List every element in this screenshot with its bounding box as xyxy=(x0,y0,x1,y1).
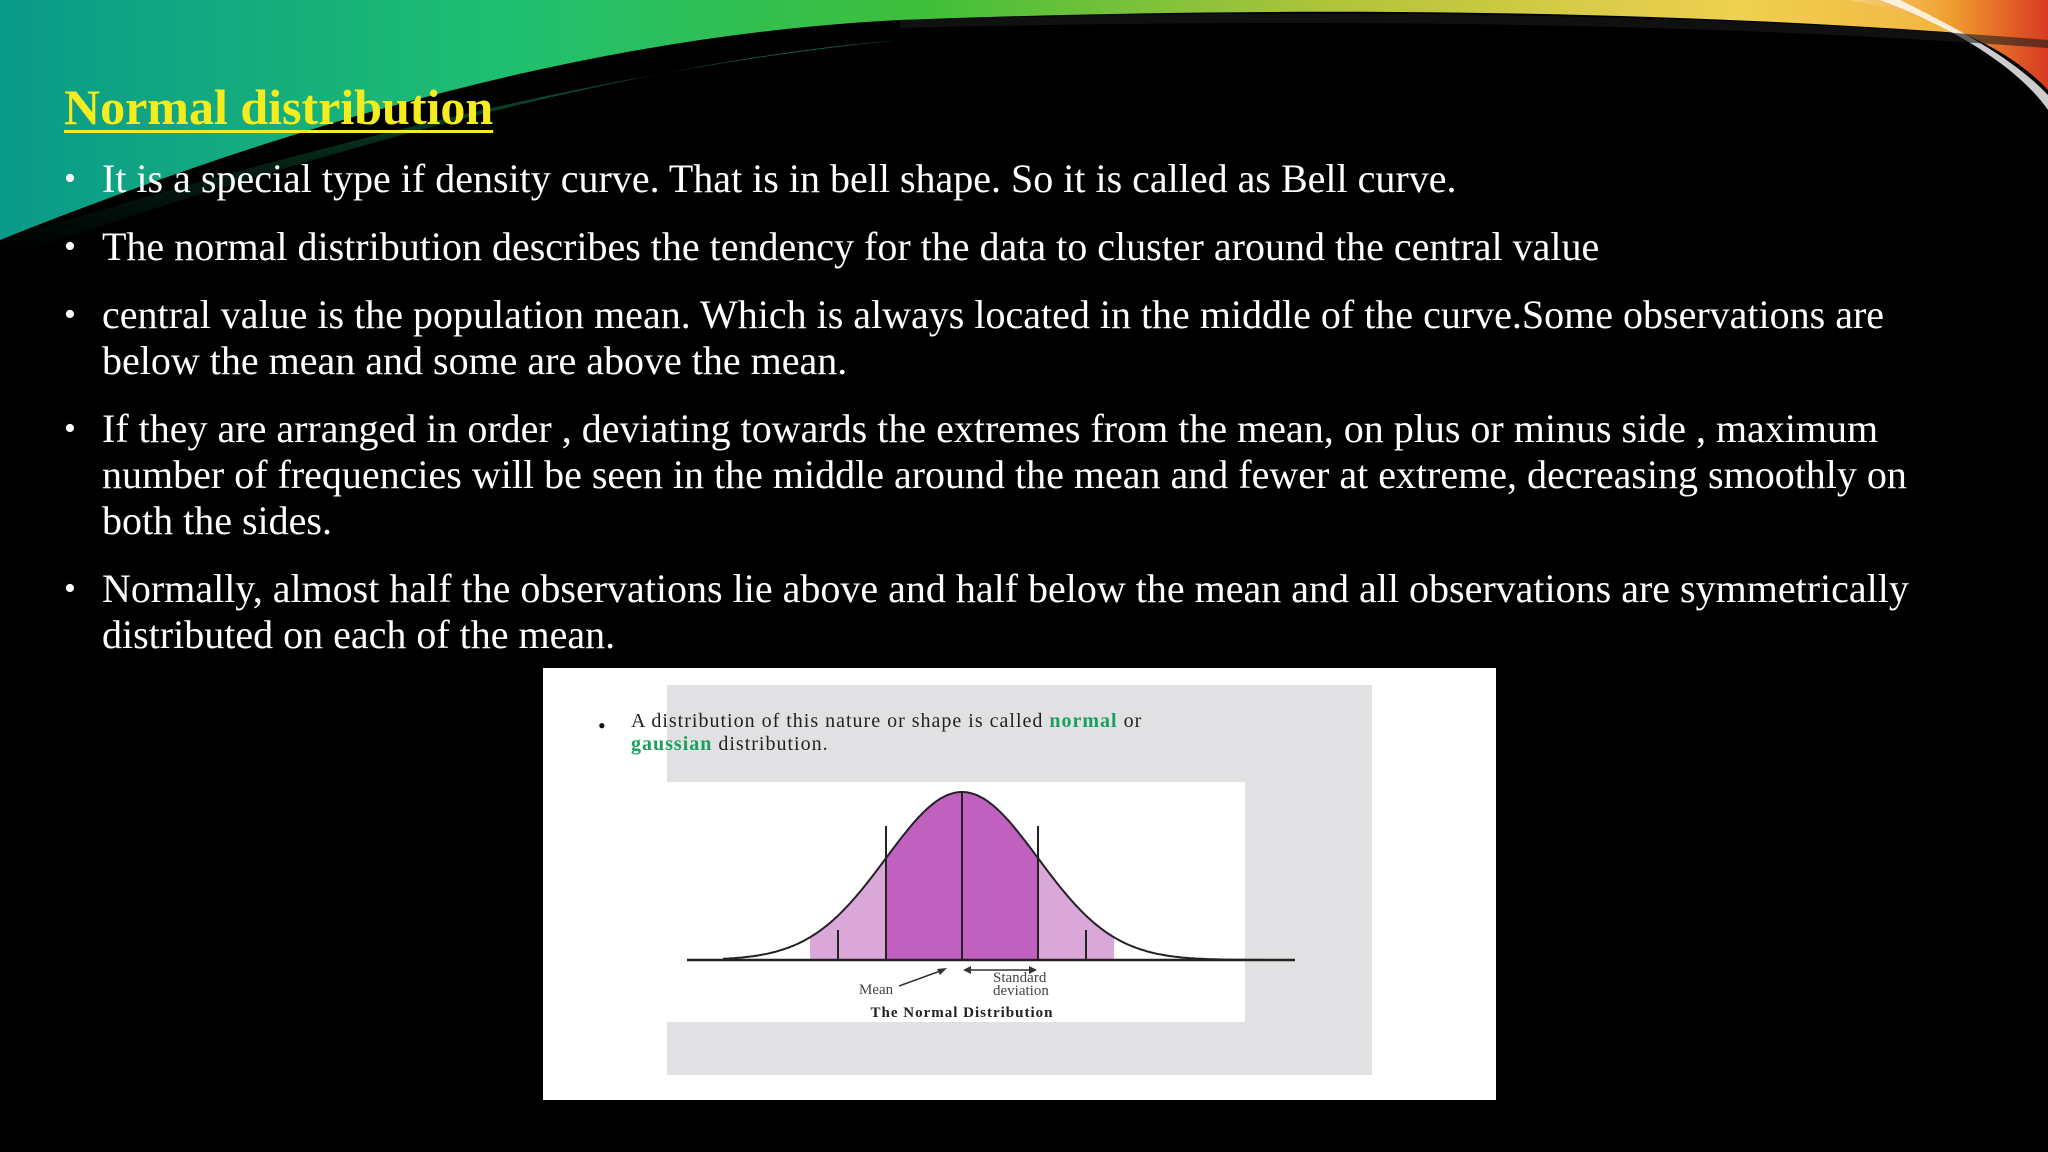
bullet-dot-icon: • xyxy=(64,410,76,447)
bullet-text: Normally, almost half the observations lie above and half below the mean and all observations are symmetrically distributed on each of the mean. xyxy=(102,566,1909,657)
label-sd-line2: deviation xyxy=(993,983,1049,999)
sd-arrow-head-left xyxy=(963,966,971,974)
figure-text-part2: or xyxy=(1117,710,1143,732)
bullet-dot-icon: • xyxy=(64,570,76,607)
bullet-item xyxy=(64,292,1924,384)
mean-arrow-head xyxy=(937,968,947,975)
figure-text-part1: A distribution of this nature or shape is called xyxy=(631,710,1050,732)
label-sd-line1: Standard xyxy=(993,970,1047,986)
bullet-dot-icon: • xyxy=(64,228,76,265)
figure-highlight-normal: normal xyxy=(1049,710,1118,732)
bullet-list xyxy=(64,156,1924,680)
mean-arrow xyxy=(899,970,943,986)
label-mean: Mean xyxy=(859,982,894,998)
normal-distribution-figure xyxy=(543,668,1496,1100)
bullet-item xyxy=(64,406,1924,544)
slide-title: Normal distribution xyxy=(64,79,494,135)
bullet-text: central value is the population mean. Which is always located in the middle of the curve.Some observations are below the mean and some are above the mean. xyxy=(102,292,1885,383)
figure-bullet-icon: • xyxy=(598,713,606,738)
bullet-dot-icon: • xyxy=(64,296,76,333)
bell-curve-diagram xyxy=(543,668,1496,1100)
bullet-text: The normal distribution describes the tendency for the data to cluster around the central value xyxy=(102,224,1600,269)
figure-highlight-gaussian: gaussian xyxy=(631,733,713,755)
figure-caption: The Normal Distribution xyxy=(870,1005,1054,1021)
bullet-text: If they are arranged in order , deviating towards the extremes from the mean, on plus or minus side , maximum number of frequencies will be seen in the middle around the mean and fewer at extreme, decreasing smoothly on both the sides. xyxy=(102,406,1907,543)
bullet-item xyxy=(64,156,1924,202)
bullet-item xyxy=(64,566,1924,658)
bullet-item xyxy=(64,224,1924,270)
bullet-text: It is a special type if density curve. That is in bell shape. So it is called as Bell curve. xyxy=(102,156,1457,201)
figure-text-part3: distribution. xyxy=(712,733,829,755)
bullet-dot-icon: • xyxy=(64,160,76,197)
